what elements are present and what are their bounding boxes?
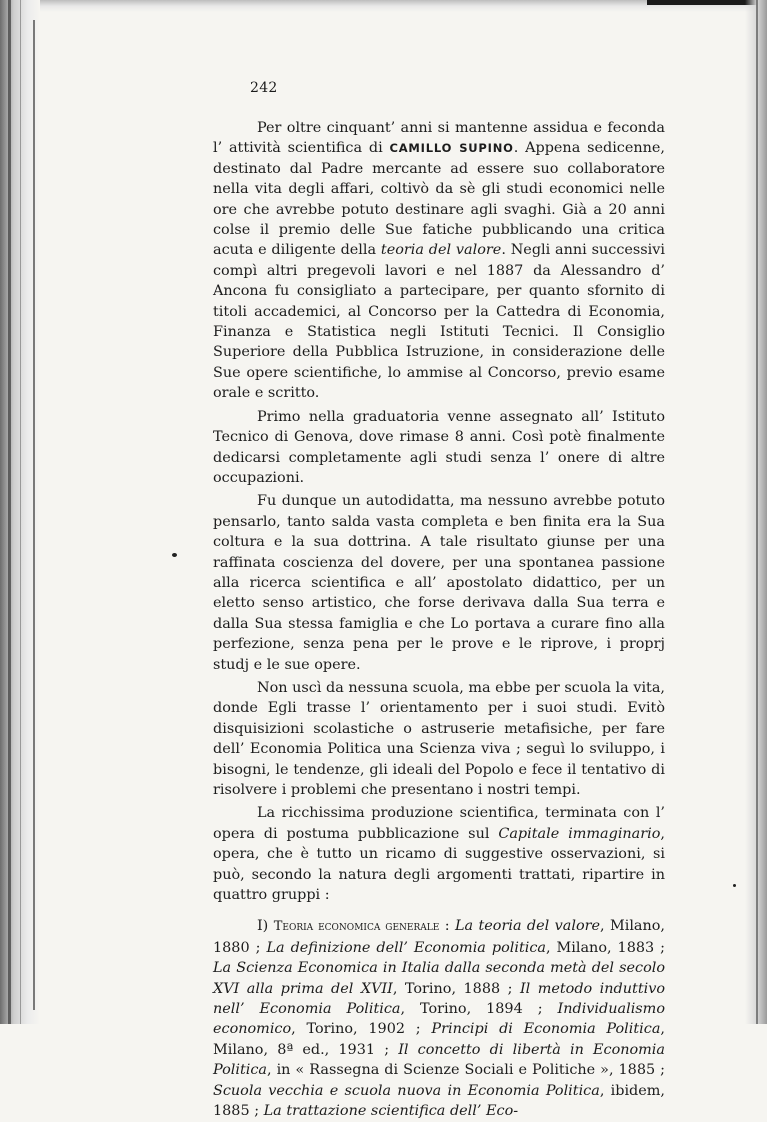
italic-title: Principi di Economia Politica [431,1021,661,1038]
author-name: CAMILLO SUPINO [389,141,514,156]
scan-right-edge [745,0,767,1024]
scan-left-binding [0,0,40,1024]
italic-title: Capitale immaginario [498,825,661,842]
body-paragraph [213,407,665,489]
text-run: , Milano, 1880 ; [213,918,666,956]
body-paragraph [213,118,665,404]
bibliography-paragraph [213,916,665,1121]
italic-title: Il concetto di libertà in Economia Politica [213,1041,665,1079]
scan-right-line [756,0,758,1024]
text-run: , Milano, 8ª ed., 1931 ; [213,1021,665,1058]
text-run: , in « Rassegna di Scienze Sociali e Politiche », 1885 ; [267,1062,665,1079]
body-paragraph [213,803,665,905]
text-run: , opera, che è tutto un ricamo di suggestive osservazioni, si può, secondo la natura degli argomenti trattati, ripartire in quattro gruppi : [213,825,665,904]
text-run: : [439,918,455,935]
italic-title: La trattazione scientifica dell’ Eco- [263,1103,519,1120]
text-run: Non uscì da nessuna scuola, ma ebbe per scuola la vita, donde Egli trasse l’ orientamento per i suoi studi. Evitò disquisizioni scolastiche o astruserie metafisiche, per fare dell’ Economia Politica una Scienza viva ; seguì lo sviluppo, i bisogni, le tendenze, gli ideali del Popolo e fece il tentativo di risolvere i problemi che presentano i nostri tempi. [213,679,665,798]
body-paragraph [213,491,665,675]
text-run: , Torino, 1894 ; [400,1001,558,1018]
text-run: La ricchissima produzione scientifica, terminata con l’ opera di postuma pubblicazione sul [213,805,665,842]
scan-top-edge [40,0,767,12]
text-run: . Appena sedicenne, destinato dal Padre mercante ad essere suo collaboratore nella vita degli affari, coltivò da sè gli studi economici nelle ore che avrebbe potuto destinare agli svaghi. Già a 20 anni colse il premio delle Sue fatiche pubblicando una critica acuta e diligente della [213,140,665,259]
text-run: Per oltre cinquant’ anni si mantenne assidua e feconda l’ attività scientifica di [213,120,665,157]
italic-title: La teoria del valore [454,918,601,935]
text-run: Fu dunque un autodidatta, ma nessuno avrebbe potuto pensarlo, tanto salda vasta completa e ben finita era la Sua coltura e la sua dottrina. A tale risultato giunse per una raffinata coscienza del dovere, per una spontanea passione alla ricerca scientifica e all’ apostolato didattico, per un eletto senso artistico, che forse derivava dalla Sua terra e dalla Sua stessa famiglia e che Lo portava a curare fino alla perfezione, senza pena per le prove e le riprove, i proprj studj e le sue opere. [213,493,665,673]
italic-title: La Scienza Economica in Italia dalla seconda metà del secolo XVI alla prima del XVII [213,960,665,997]
italic-title: Individualismo economico [213,1001,665,1038]
text-run: , Torino, 1888 ; [392,980,520,997]
binding-line [33,20,35,1010]
text-run: I) [257,918,274,935]
page-body-text [213,118,665,1122]
text-run: , Torino, 1902 ; [291,1021,432,1038]
page-number: 242 [250,80,278,96]
text-run: , Milano, 1883 ; [545,939,665,956]
binding-line [8,0,11,1024]
italic-title: Il metodo induttivo nell’ Economia Politica [213,980,665,1018]
body-paragraph [213,678,665,800]
italic-title: Scuola vecchia e scuola nuova in Economia Politica [213,1082,600,1099]
text-run: Primo nella graduatoria venne assegnato all’ Istituto Tecnico di Genova, dove rimase 8 anni. Così potè finalmente dedicarsi completamente agli studi senza l’ onere di altre occupazioni. [213,408,665,486]
binding-line [20,0,21,1024]
scan-speck [733,884,736,887]
text-run: . Negli anni successivi compì altri pregevoli lavori e nel 1887 da Alessandro d’ Ancona fu consigliato a partecipare, per quanto sfornito di titoli accademici, al Concorso per la Cattedra di Economia, Finanza e Statistica negli Istituti Tecnici. Il Consiglio Superiore della Pubblica Istruzione, in considerazione delle Sue opere scientifiche, lo ammise al Concorso, previo esame orale e scritto. [213,242,665,402]
section-heading: Teoria economica generale [273,919,440,935]
italic-title: teoria del valore [380,242,502,259]
scan-speck [172,553,177,557]
text-run: , ibidem, 1885 ; [213,1082,665,1120]
italic-title: La definizione dell’ Economia politica [266,939,546,956]
